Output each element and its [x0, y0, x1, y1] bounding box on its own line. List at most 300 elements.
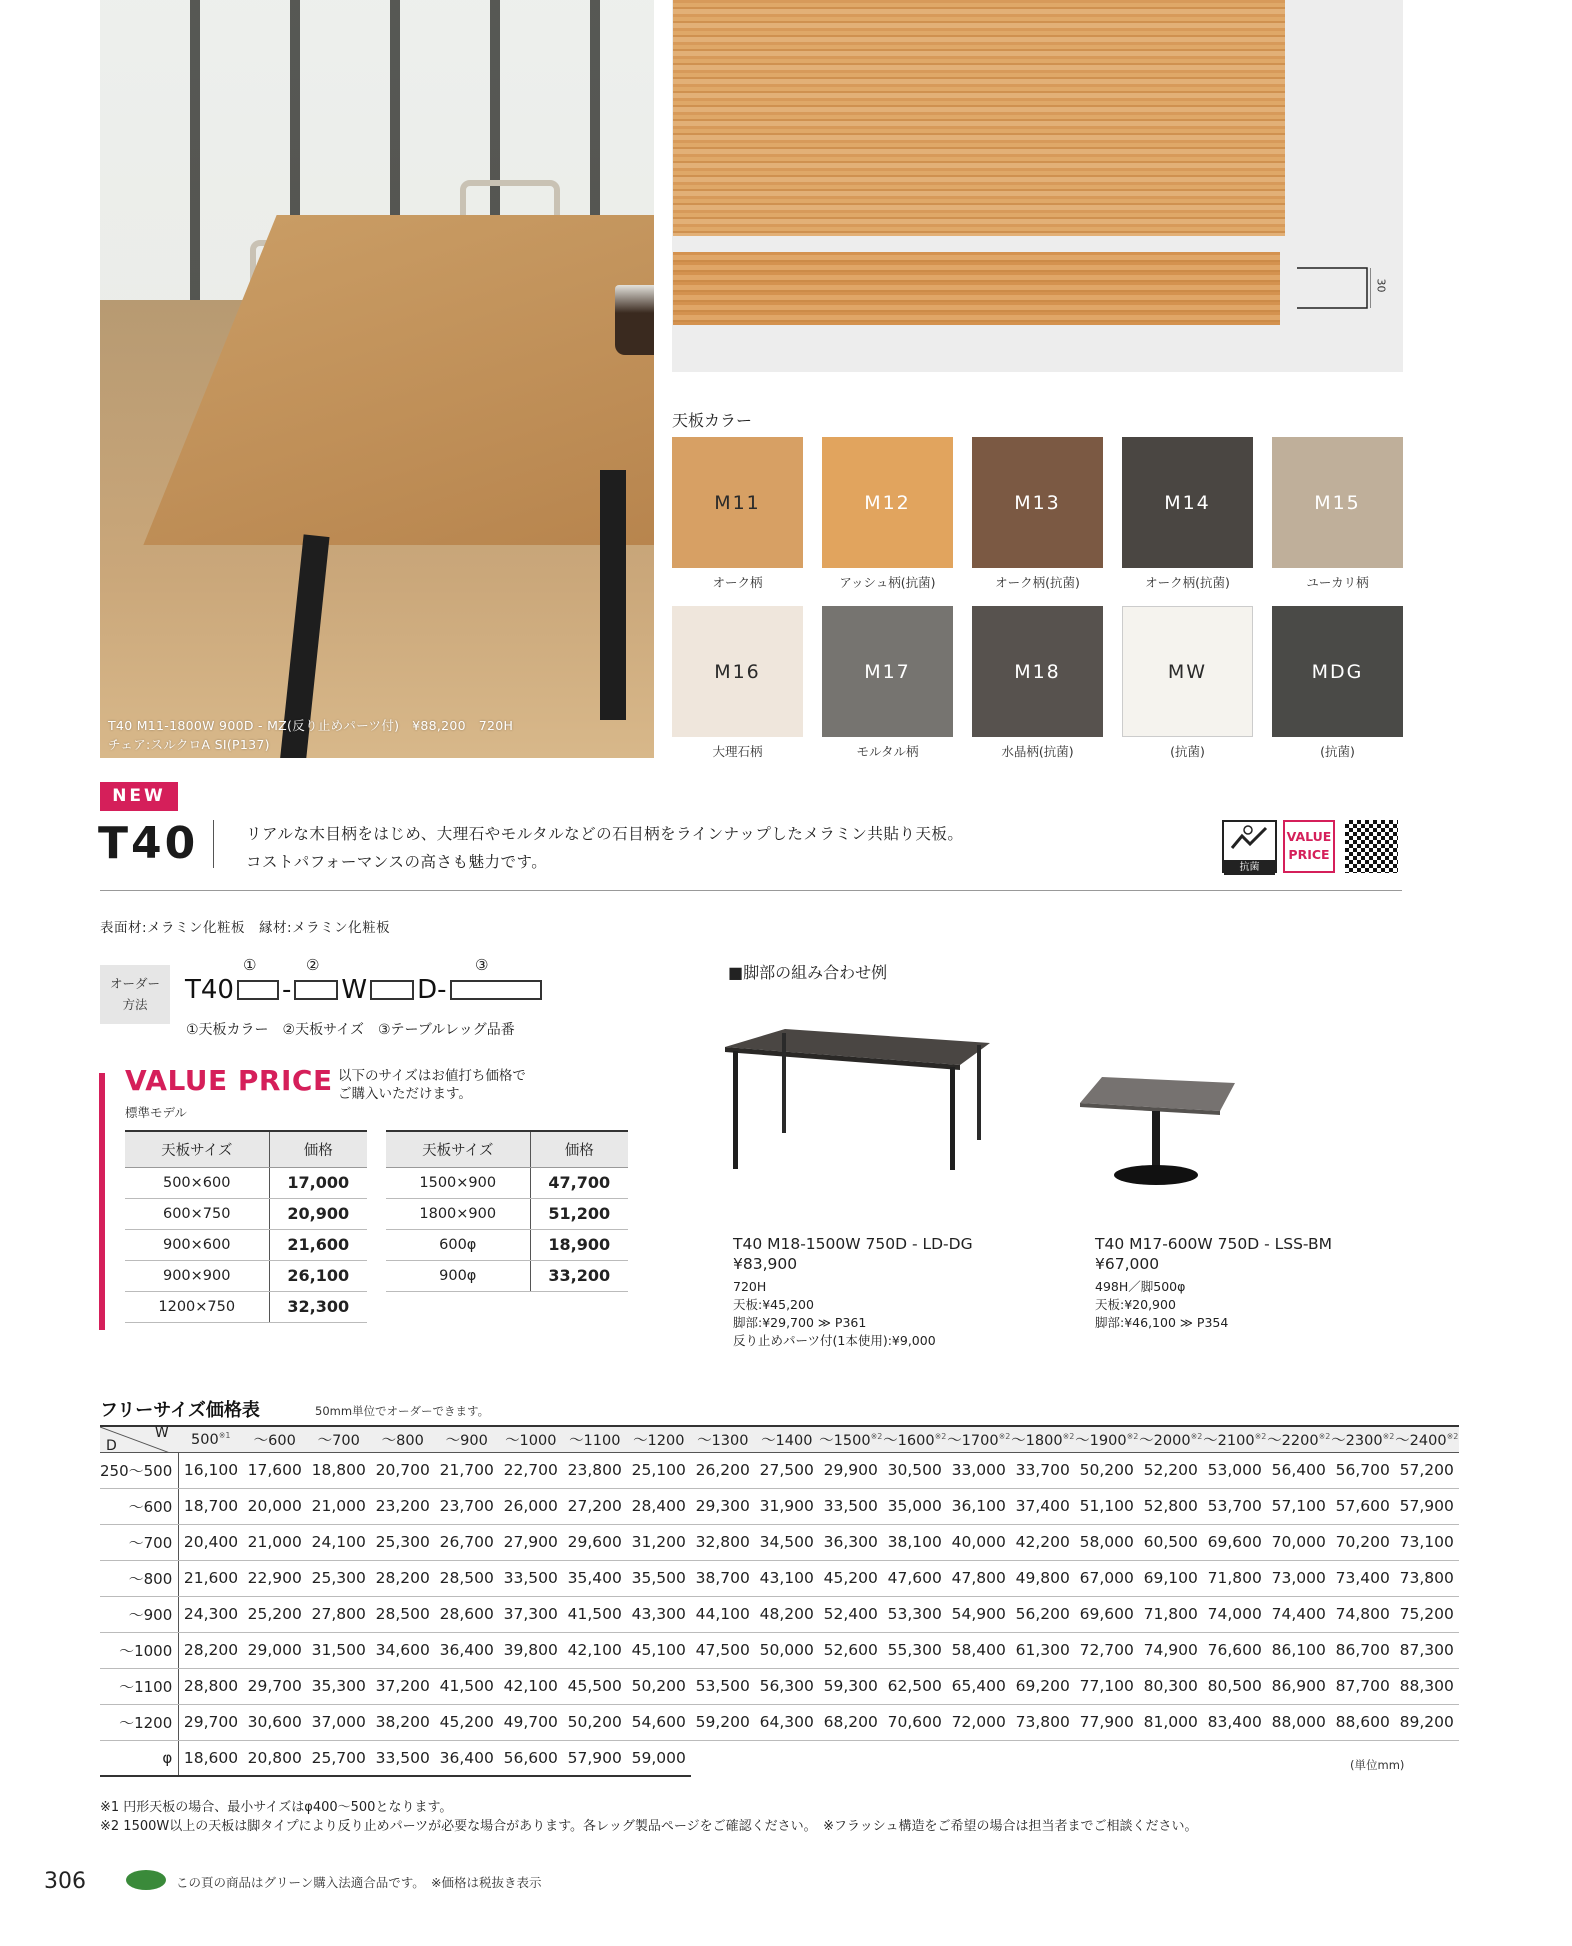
price-cell: 56,400: [1267, 1452, 1331, 1488]
example-detail-line: 720H: [733, 1279, 767, 1294]
swatch-caption: (抗菌): [1170, 744, 1205, 759]
color-swatch-m16: M16: [672, 606, 803, 737]
width-column-header: [307, 1426, 371, 1452]
price-cell: 25,200: [243, 1596, 307, 1632]
price-cell: 62,500: [883, 1668, 947, 1704]
width-column-header: [179, 1426, 243, 1452]
price-cell: 83,400: [1203, 1704, 1267, 1740]
example-1-name: T40 M18-1500W 750D - LD-DG: [733, 1235, 973, 1253]
coffee-cup: [615, 285, 654, 355]
value-price-row: [386, 1198, 628, 1229]
table-row: [100, 1632, 1459, 1668]
swatch-caption: (抗菌): [1320, 744, 1355, 759]
price-cell: 20,900: [269, 1198, 367, 1229]
price-cell: [1139, 1740, 1203, 1776]
color-swatch-m11: M11: [672, 437, 803, 568]
table-row: [100, 1524, 1459, 1560]
price-cell: 26,100: [269, 1260, 367, 1291]
price-cell: 59,200: [691, 1704, 755, 1740]
price-cell: 49,800: [1011, 1560, 1075, 1596]
width-column-header: [819, 1426, 883, 1452]
value-price-title: VALUE PRICE: [125, 1064, 333, 1097]
price-cell: 21,000: [307, 1488, 371, 1524]
price-cell: 58,000: [1075, 1524, 1139, 1560]
value-price-note-line: ご購入いただけます。: [338, 1086, 472, 1102]
footnote: ※1 円形天板の場合、最小サイズはφ400～500となります。: [100, 1800, 453, 1815]
size-cell: 600×750: [125, 1198, 269, 1229]
price-cell: 56,200: [1011, 1596, 1075, 1632]
price-cell: 70,200: [1331, 1524, 1395, 1560]
price-cell: 16,100: [179, 1452, 243, 1488]
price-cell: 31,200: [627, 1524, 691, 1560]
width-label: ～600: [253, 1432, 296, 1449]
leg-code-box: [450, 980, 542, 1000]
color-swatch-m12: M12: [822, 437, 953, 568]
photo-caption: [108, 716, 513, 754]
wood-surface-sample: [673, 0, 1285, 236]
size-cell: 1800×900: [386, 1198, 530, 1229]
price-cell: 30,500: [883, 1452, 947, 1488]
price-cell: 45,500: [563, 1668, 627, 1704]
price-cell: 36,400: [435, 1740, 499, 1776]
size-cell: 900×600: [125, 1229, 269, 1260]
price-cell: 42,200: [1011, 1524, 1075, 1560]
value-icon-line: PRICE: [1288, 847, 1330, 862]
size-cell: 1200×750: [125, 1291, 269, 1322]
price-cell: 57,900: [563, 1740, 627, 1776]
color-swatch-m18: M18: [972, 606, 1103, 737]
price-cell: 29,700: [243, 1668, 307, 1704]
price-cell: 34,600: [371, 1632, 435, 1668]
width-column-header: [691, 1426, 755, 1452]
price-cell: 31,500: [307, 1632, 371, 1668]
price-cell: 47,600: [883, 1560, 947, 1596]
new-badge: NEW: [100, 782, 178, 811]
depth-row-header: ～700: [100, 1524, 179, 1560]
price-cell: 38,700: [691, 1560, 755, 1596]
price-cell: 74,900: [1139, 1632, 1203, 1668]
order-note: ①天板カラー ②天板サイズ ③テーブルレッグ品番: [186, 1022, 515, 1038]
price-cell: 52,400: [819, 1596, 883, 1632]
price-cell: 69,200: [1011, 1668, 1075, 1704]
width-column-header: [1267, 1426, 1331, 1452]
price-cell: 71,800: [1139, 1596, 1203, 1632]
price-cell: 35,000: [883, 1488, 947, 1524]
price-cell: 22,700: [499, 1452, 563, 1488]
price-cell: 61,300: [1011, 1632, 1075, 1668]
price-cell: 35,300: [307, 1668, 371, 1704]
swatch-caption: オーク柄: [712, 575, 763, 590]
price-cell: 56,300: [755, 1668, 819, 1704]
price-cell: 36,300: [819, 1524, 883, 1560]
footnote-mark: ※2: [998, 1431, 1011, 1441]
price-cell: 74,800: [1331, 1596, 1395, 1632]
price-cell: 88,000: [1267, 1704, 1331, 1740]
price-cell: 17,000: [269, 1167, 367, 1198]
color-swatch-m14: M14: [1122, 437, 1253, 568]
column-header: 天板サイズ: [386, 1131, 530, 1167]
price-cell: 57,900: [1395, 1488, 1459, 1524]
corner-header: [100, 1426, 179, 1452]
price-cell: 23,800: [563, 1452, 627, 1488]
depth-row-header: 250～500: [100, 1452, 179, 1488]
width-label: ～2400: [1395, 1432, 1447, 1449]
price-cell: 40,000: [947, 1524, 1011, 1560]
value-icon-line: VALUE: [1286, 829, 1332, 844]
price-cell: 22,900: [243, 1560, 307, 1596]
price-cell: 69,600: [1203, 1524, 1267, 1560]
column-header: 天板サイズ: [125, 1131, 269, 1167]
example-table-1-image: [725, 1025, 990, 1175]
width-column-header: [1011, 1426, 1075, 1452]
price-cell: 72,700: [1075, 1632, 1139, 1668]
price-cell: 50,200: [627, 1668, 691, 1704]
order-mark: ①: [243, 956, 257, 974]
table-row: [100, 1560, 1459, 1596]
footnote-mark: ※2: [1446, 1431, 1459, 1441]
price-cell: 54,600: [627, 1704, 691, 1740]
width-label: ～1500: [819, 1432, 871, 1449]
page-number: 306: [44, 1869, 86, 1894]
price-cell: 64,300: [755, 1704, 819, 1740]
price-cell: 36,100: [947, 1488, 1011, 1524]
width-label: ～1700: [947, 1432, 999, 1449]
example-2-price: ¥67,000: [1095, 1255, 1160, 1273]
price-cell: 33,700: [1011, 1452, 1075, 1488]
swatch-caption: ユーカリ柄: [1306, 575, 1369, 590]
example-1-price: ¥83,900: [733, 1255, 798, 1273]
price-cell: 29,900: [819, 1452, 883, 1488]
price-cell: 44,100: [691, 1596, 755, 1632]
price-cell: 65,400: [947, 1668, 1011, 1704]
price-cell: 20,800: [243, 1740, 307, 1776]
example-detail-line: 脚部:¥29,700 ≫ P361: [733, 1315, 867, 1330]
price-cell: 28,200: [371, 1560, 435, 1596]
price-cell: 28,500: [435, 1560, 499, 1596]
price-cell: 73,100: [1395, 1524, 1459, 1560]
photo-caption-line: T40 M11-1800W 900D - MZ(反り止めパーツ付) ¥88,200 720H: [108, 718, 514, 733]
value-price-row: [125, 1198, 367, 1229]
price-cell: 31,900: [755, 1488, 819, 1524]
price-cell: 29,000: [243, 1632, 307, 1668]
price-cell: 27,800: [307, 1596, 371, 1632]
order-mark: ③: [475, 956, 489, 974]
price-cell: [1075, 1740, 1139, 1776]
free-size-note: 50mm単位でオーダーできます。: [315, 1404, 490, 1418]
width-label: ～900: [445, 1432, 488, 1449]
price-cell: 47,500: [691, 1632, 755, 1668]
width-column-header: [371, 1426, 435, 1452]
footnote-mark: ※2: [1318, 1431, 1331, 1441]
value-price-row: [386, 1229, 628, 1260]
round-top-row: [100, 1740, 1459, 1776]
price-cell: 20,700: [371, 1452, 435, 1488]
column-header: 価格: [269, 1131, 367, 1167]
price-cell: 42,100: [563, 1632, 627, 1668]
value-price-row: [125, 1291, 367, 1322]
table-row: [100, 1704, 1459, 1740]
price-cell: 37,000: [307, 1704, 371, 1740]
example-detail-line: 天板:¥20,900: [1095, 1297, 1176, 1312]
material-spec: 表面材:メラミン化粧板 縁材:メラミン化粧板: [100, 920, 391, 936]
price-cell: 58,400: [947, 1632, 1011, 1668]
example-2-name: T40 M17-600W 750D - LSS-BM: [1095, 1235, 1332, 1253]
order-formula: [185, 975, 545, 1005]
width-label: ～800: [381, 1432, 424, 1449]
price-cell: 42,100: [499, 1668, 563, 1704]
price-cell: 18,600: [179, 1740, 243, 1776]
order-dash: -: [437, 975, 447, 1005]
width-box: [294, 980, 338, 1000]
order-w: W: [341, 975, 368, 1005]
price-cell: 73,000: [1267, 1560, 1331, 1596]
price-cell: 35,500: [627, 1560, 691, 1596]
price-cell: 27,200: [563, 1488, 627, 1524]
width-label: ～1800: [1011, 1432, 1063, 1449]
price-cell: 69,100: [1139, 1560, 1203, 1596]
price-cell: 87,700: [1331, 1668, 1395, 1704]
price-cell: 26,200: [691, 1452, 755, 1488]
price-cell: 55,300: [883, 1632, 947, 1668]
edge-thickness-label: 30: [1374, 278, 1388, 293]
price-cell: [755, 1740, 819, 1776]
footnote-mark: ※2: [1382, 1431, 1395, 1441]
price-cell: 30,600: [243, 1704, 307, 1740]
price-cell: 81,000: [1139, 1704, 1203, 1740]
price-cell: 50,000: [755, 1632, 819, 1668]
depth-row-header: φ: [100, 1740, 179, 1776]
price-cell: 56,600: [499, 1740, 563, 1776]
width-label: ～2000: [1139, 1432, 1191, 1449]
width-column-header: [1139, 1426, 1203, 1452]
price-cell: 18,800: [307, 1452, 371, 1488]
value-price-subtitle: 標準モデル: [125, 1105, 187, 1120]
color-swatch-m15: M15: [1272, 437, 1403, 568]
price-cell: 48,200: [755, 1596, 819, 1632]
price-cell: 20,400: [179, 1524, 243, 1560]
table-row: [100, 1668, 1459, 1704]
table-leg: [600, 470, 626, 720]
price-cell: 33,500: [371, 1740, 435, 1776]
price-cell: 47,800: [947, 1560, 1011, 1596]
price-cell: 23,200: [371, 1488, 435, 1524]
value-price-row: [386, 1167, 628, 1198]
width-label: 500: [191, 1431, 219, 1448]
price-cell: [1267, 1740, 1331, 1776]
width-column-header: [1395, 1426, 1459, 1452]
width-label: ～1100: [569, 1432, 621, 1449]
order-label-line: 方法: [122, 997, 148, 1012]
price-cell: 28,400: [627, 1488, 691, 1524]
wood-edge-sample: [673, 252, 1280, 325]
price-cell: 88,300: [1395, 1668, 1459, 1704]
price-cell: 57,600: [1331, 1488, 1395, 1524]
width-column-header: [755, 1426, 819, 1452]
order-prefix: T40: [185, 975, 234, 1005]
antibacterial-mark-icon: [1224, 822, 1275, 856]
price-cell: 67,000: [1075, 1560, 1139, 1596]
price-cell: 52,200: [1139, 1452, 1203, 1488]
footnote-mark: ※2: [870, 1431, 883, 1441]
price-cell: 21,600: [179, 1560, 243, 1596]
price-cell: 45,200: [435, 1704, 499, 1740]
width-column-header: [883, 1426, 947, 1452]
price-cell: 54,900: [947, 1596, 1011, 1632]
price-cell: 32,800: [691, 1524, 755, 1560]
footnote-mark: ※2: [934, 1431, 947, 1441]
free-size-price-table: [100, 1425, 1459, 1777]
price-cell: 86,700: [1331, 1632, 1395, 1668]
price-cell: 80,500: [1203, 1668, 1267, 1704]
footnote: ※2 1500W以上の天板は脚タイプにより反り止めパーツが必要な場合があります。各レッグ製品ページをご確認ください。 ※フラッシュ構造をご希望の場合は担当者までご相談ください。: [100, 1819, 1198, 1834]
depth-row-header: ～1100: [100, 1668, 179, 1704]
price-cell: 28,500: [371, 1596, 435, 1632]
swatch-caption: オーク柄(抗菌): [995, 575, 1080, 590]
price-cell: 77,100: [1075, 1668, 1139, 1704]
size-cell: 500×600: [125, 1167, 269, 1198]
price-cell: 88,600: [1331, 1704, 1395, 1740]
price-cell: 25,700: [307, 1740, 371, 1776]
price-cell: 23,700: [435, 1488, 499, 1524]
order-label-line: オーダー: [109, 976, 160, 991]
swatch-caption: アッシュ柄(抗菌): [839, 575, 936, 590]
width-label: ～1200: [633, 1432, 685, 1449]
width-label: ～1900: [1075, 1432, 1127, 1449]
example-2-details: [1095, 1278, 1228, 1332]
width-column-header: [627, 1426, 691, 1452]
antibacterial-label: 抗菌: [1224, 860, 1275, 875]
width-column-header: [499, 1426, 563, 1452]
price-cell: 39,800: [499, 1632, 563, 1668]
color-code-box: [237, 980, 279, 1000]
width-label: ～1400: [761, 1432, 813, 1449]
depth-row-header: ～1200: [100, 1704, 179, 1740]
size-cell: 1500×900: [386, 1167, 530, 1198]
price-cell: 56,700: [1331, 1452, 1395, 1488]
price-cell: 33,500: [819, 1488, 883, 1524]
price-cell: 53,700: [1203, 1488, 1267, 1524]
price-cell: 20,000: [243, 1488, 307, 1524]
size-cell: 900φ: [386, 1260, 530, 1291]
price-cell: 51,200: [530, 1198, 628, 1229]
price-cell: 34,500: [755, 1524, 819, 1560]
price-cell: 86,100: [1267, 1632, 1331, 1668]
price-cell: 59,300: [819, 1668, 883, 1704]
value-price-row: [125, 1229, 367, 1260]
price-cell: 28,200: [179, 1632, 243, 1668]
price-cell: 41,500: [435, 1668, 499, 1704]
price-cell: 52,600: [819, 1632, 883, 1668]
price-cell: 38,200: [371, 1704, 435, 1740]
value-price-row: [386, 1260, 628, 1291]
price-cell: 53,000: [1203, 1452, 1267, 1488]
order-dash: -: [281, 975, 292, 1005]
price-cell: 18,700: [179, 1488, 243, 1524]
example-detail-line: 天板:¥45,200: [733, 1297, 814, 1312]
width-label: ～700: [317, 1432, 360, 1449]
price-cell: [819, 1740, 883, 1776]
table-row: [100, 1488, 1459, 1524]
antibacterial-icon: [1222, 820, 1277, 873]
section-divider: [100, 890, 1402, 891]
price-cell: 75,200: [1395, 1596, 1459, 1632]
price-cell: 68,200: [819, 1704, 883, 1740]
price-cell: 24,100: [307, 1524, 371, 1560]
width-column-header: [1203, 1426, 1267, 1452]
price-cell: [691, 1740, 755, 1776]
qr-code[interactable]: [1345, 820, 1398, 873]
price-cell: 73,800: [1011, 1704, 1075, 1740]
price-cell: 45,100: [627, 1632, 691, 1668]
edge-profile-drawing: [1297, 264, 1371, 312]
depth-row-header: ～800: [100, 1560, 179, 1596]
photo-caption-line: チェア:スルクロA SI(P137): [108, 737, 270, 752]
description-line: リアルな木目柄をはじめ、大理石やモルタルなどの石目柄をラインナップしたメラミン共貼り天板。: [246, 825, 964, 843]
column-header: 価格: [530, 1131, 628, 1167]
color-swatch-mdg: MDG: [1272, 606, 1403, 737]
order-mark: ②: [306, 956, 320, 974]
example-1-details: [733, 1278, 936, 1350]
price-cell: [947, 1740, 1011, 1776]
footnote-mark: ※2: [1190, 1431, 1203, 1441]
price-cell: [1203, 1740, 1267, 1776]
price-cell: 33,000: [947, 1452, 1011, 1488]
price-cell: 28,800: [179, 1668, 243, 1704]
price-cell: 41,500: [563, 1596, 627, 1632]
example-table-2-image: [1080, 1075, 1235, 1190]
color-swatch-m17: M17: [822, 606, 953, 737]
swatch-caption: 水晶柄(抗菌): [1001, 744, 1074, 759]
price-cell: 21,700: [435, 1452, 499, 1488]
price-cell: 24,300: [179, 1596, 243, 1632]
example-detail-line: 反り止めパーツ付(1本使用):¥9,000: [733, 1333, 936, 1348]
price-cell: 35,400: [563, 1560, 627, 1596]
width-column-header: [947, 1426, 1011, 1452]
width-label: ～1300: [697, 1432, 749, 1449]
price-cell: 74,400: [1267, 1596, 1331, 1632]
value-price-row: [125, 1260, 367, 1291]
price-cell: 69,600: [1075, 1596, 1139, 1632]
width-label: ～2100: [1203, 1432, 1255, 1449]
width-column-header: [1075, 1426, 1139, 1452]
price-cell: 70,000: [1267, 1524, 1331, 1560]
width-column-header: [435, 1426, 499, 1452]
price-cell: 52,800: [1139, 1488, 1203, 1524]
swatch-section-title: 天板カラー: [672, 411, 753, 430]
price-cell: 32,300: [269, 1291, 367, 1322]
footnotes: [100, 1798, 1198, 1836]
price-cell: 33,200: [530, 1260, 628, 1291]
width-label: ～1000: [505, 1432, 557, 1449]
value-price-icon: [1283, 820, 1335, 873]
price-cell: 47,700: [530, 1167, 628, 1198]
price-cell: 57,100: [1267, 1488, 1331, 1524]
order-method-label: [100, 965, 170, 1024]
footnote-mark: ※1: [218, 1430, 231, 1440]
footer-note: この頁の商品はグリーン購入法適合品です。 ※価格は税抜き表示: [176, 1875, 542, 1890]
color-swatch-m13: M13: [972, 437, 1103, 568]
price-cell: 29,600: [563, 1524, 627, 1560]
depth-row-header: ～600: [100, 1488, 179, 1524]
value-price-note-line: 以下のサイズはお値打ち価格で: [338, 1068, 526, 1084]
price-cell: 21,000: [243, 1524, 307, 1560]
value-price-table-left: [125, 1130, 367, 1323]
value-price-table-right: [386, 1130, 628, 1292]
price-cell: 50,200: [1075, 1452, 1139, 1488]
price-cell: 18,900: [530, 1229, 628, 1260]
swatch-caption: オーク柄(抗菌): [1145, 575, 1230, 590]
price-cell: 33,500: [499, 1560, 563, 1596]
